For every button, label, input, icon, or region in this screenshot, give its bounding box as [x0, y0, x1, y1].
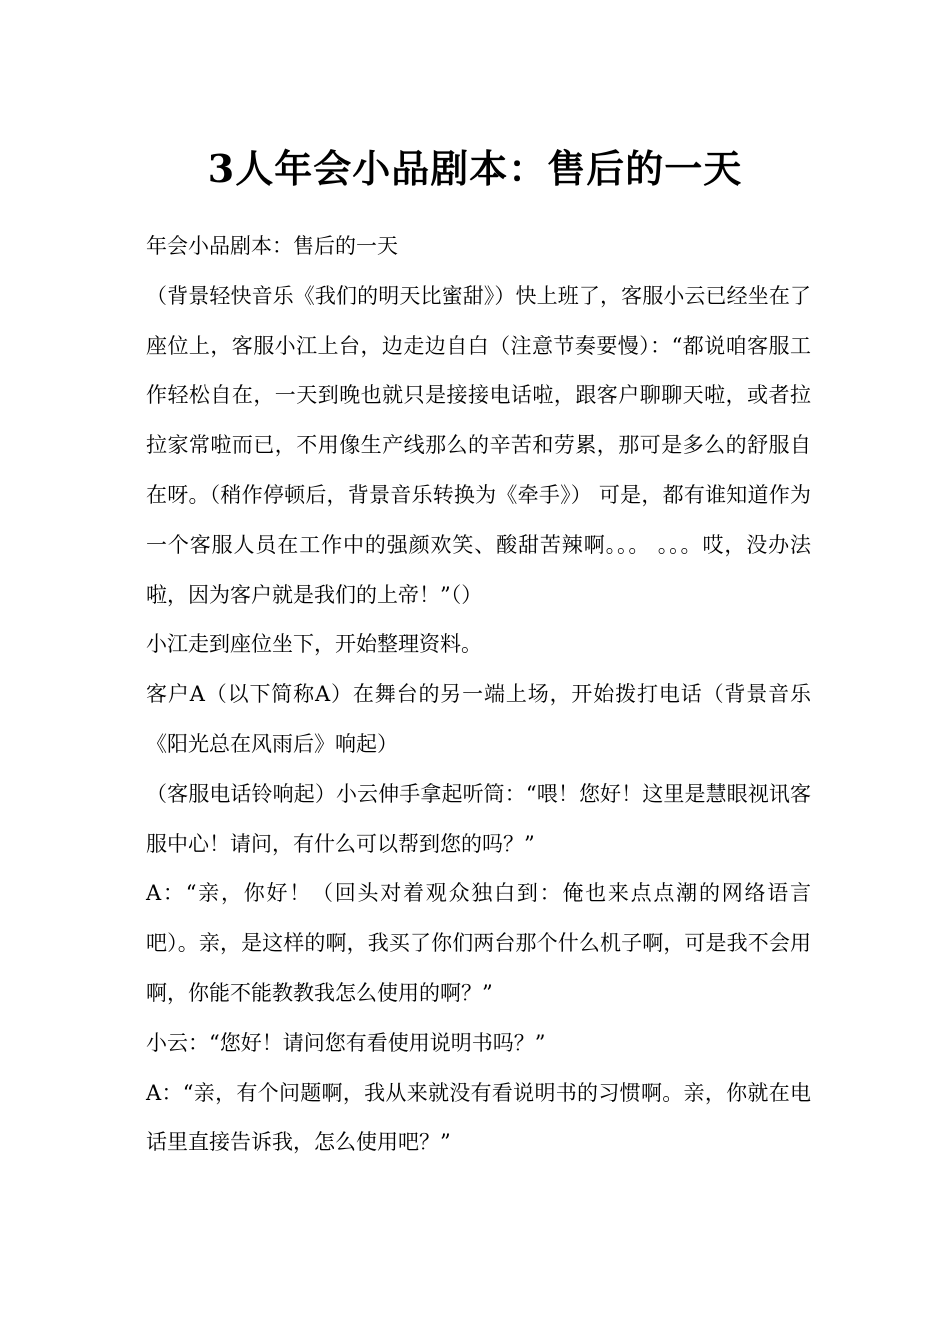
- document-body: [146, 222, 811, 1168]
- paragraph-customer-a-enters: 客户A（以下简称A）在舞台的另一端上场，开始拨打电话（背景音乐《阳光总在风雨后》响起）: [146, 682, 811, 756]
- paragraph-customer-a-asks: A：“亲，你好！（回头对着观众独白到：俺也来点点潮的网络语言吧）。亲，是这样的啊，我买了你们两台那个什么机子啊，可是我不会用啊，你能不能教教我怎么使用的啊？”: [146, 881, 811, 1005]
- paragraph-xiaojiang-sits: 小江走到座位坐下，开始整理资料。: [146, 632, 482, 657]
- paragraph-subtitle: 年会小品剧本：售后的一天: [146, 234, 398, 258]
- paragraph-xiaoyun-answers: （客服电话铃响起）小云伸手拿起听筒：“喂！您好！这里是慧眼视讯客服中心！请问，有什么可以帮到您的吗？”: [146, 781, 811, 856]
- document-title: 3人年会小品剧本：售后的一天: [207, 146, 743, 192]
- paragraph-customer-a-reply: A：“亲，有个问题啊，我从来就没有看说明书的习惯啊。亲，你就在电话里直接告诉我，怎么使用吧？”: [146, 1080, 811, 1155]
- paragraph-opening-monologue: （背景轻快音乐《我们的明天比蜜甜》）快上班了，客服小云已经坐在了座位上，客服小江上台，边走边自白（注意节奏要慢）：“都说咱客服工作轻松自在，一天到晚也就只是接接电话啦，跟客户聊聊天啦，或者拉拉家常啦而已，不用像生产线那么的辛苦和劳累，那可是多么的舒服自在呀。（稍作停顿后，背景音乐转换为《牵手》） 可是，都有谁知道作为一个客服人员在工作中的强颜欢笑、酸甜苦辣啊。。。 。。。哎，没办法啦，因为客户就是我们的上帝！”（）: [146, 283, 811, 607]
- paragraph-xiaoyun-manual: 小云：“您好！请问您有看使用说明书吗？”: [146, 1030, 546, 1055]
